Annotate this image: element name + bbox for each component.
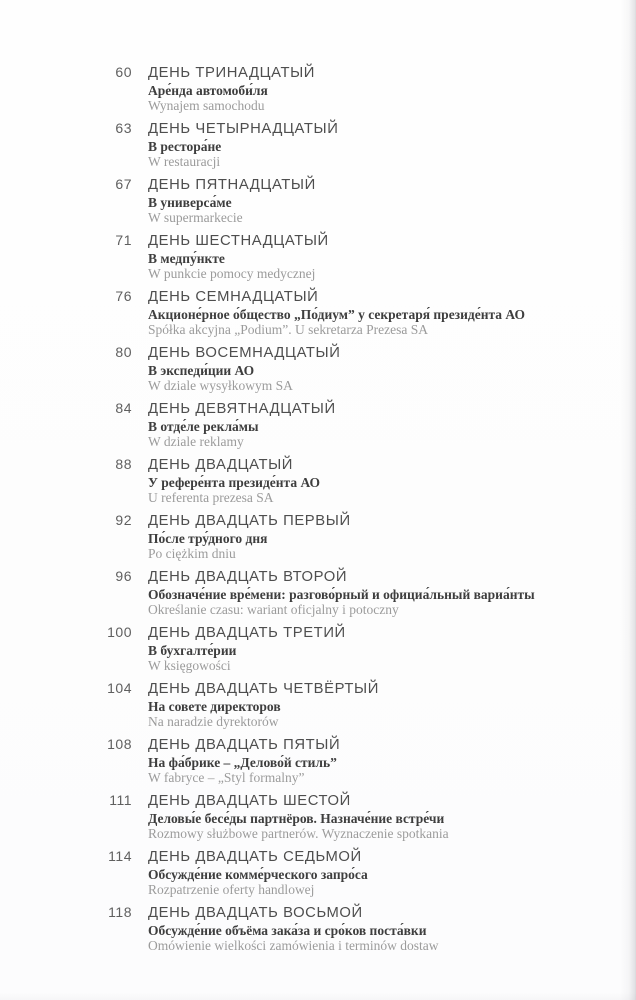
entry-subtitle-polish: W dziale reklamy	[148, 434, 244, 449]
entry-body	[148, 568, 600, 617]
entry-subtitle-russian: В бухгалте́рии	[148, 643, 237, 658]
entry-body	[148, 456, 600, 505]
toc-entry	[0, 511, 600, 561]
toc-entry	[0, 567, 600, 617]
entry-subtitle-polish: W księgowości	[148, 658, 231, 673]
toc-entry	[0, 399, 600, 449]
toc-entry	[0, 343, 600, 393]
entry-title: ДЕНЬ ВОСЕМНАДЦАТЫЙ	[148, 345, 341, 361]
entry-body	[148, 64, 600, 113]
entry-subtitle-russian: В рестора́не	[148, 139, 222, 154]
entry-subtitle-russian: В медпу́нкте	[148, 251, 225, 266]
entry-subtitle-russian: На совете директоров	[148, 699, 281, 714]
entry-subtitle-russian: На фа́брике – „Делово́й стиль”	[148, 755, 337, 770]
entry-title: ДЕНЬ ДВАДЦАТЬ ВОСЬМОЙ	[148, 905, 363, 921]
entry-subtitle-polish: Na naradzie dyrektorów	[148, 714, 279, 729]
entry-body	[148, 512, 600, 561]
entry-page-number: 84	[115, 400, 132, 416]
entry-subtitle-russian: Обсужде́ние объёма зака́за и сро́ков поста́вки	[148, 923, 427, 938]
entry-body	[148, 848, 600, 897]
entry-page-number: 60	[115, 64, 132, 80]
entry-page-number: 111	[109, 792, 132, 808]
entry-subtitle-polish: Rozpatrzenie oferty handlowej	[148, 882, 315, 897]
entry-body	[148, 680, 600, 729]
entry-title: ДЕНЬ ШЕСТНАДЦАТЫЙ	[148, 233, 329, 249]
entry-subtitle-russian: Деловы́е бесе́ды партнёров. Назначе́ние встре́чи	[148, 811, 445, 826]
entry-title: ДЕНЬ ЧЕТЫРНАДЦАТЫЙ	[148, 121, 339, 137]
entry-page-number: 100	[107, 624, 132, 640]
entry-subtitle-polish: W restauracji	[148, 154, 221, 169]
entry-subtitle-polish: W fabryce – „Styl formalny”	[148, 770, 305, 785]
entry-subtitle-polish: W supermarkecie	[148, 210, 243, 225]
entry-page-number: 118	[108, 904, 132, 920]
entry-body	[148, 792, 600, 841]
toc-entry	[0, 119, 600, 169]
entry-body	[148, 288, 600, 337]
entry-body	[148, 176, 600, 225]
entry-body	[148, 120, 600, 169]
entry-page-number: 104	[107, 680, 132, 696]
entry-subtitle-polish: Wynajem samochodu	[148, 98, 265, 113]
entry-subtitle-polish: W punkcie pomocy medycznej	[148, 266, 316, 281]
toc-entry	[0, 623, 600, 673]
entry-body	[148, 232, 600, 281]
entry-subtitle-russian: Обсужде́ние комме́рческого запро́са	[148, 867, 368, 882]
toc-entry	[0, 791, 600, 841]
toc-entry	[0, 903, 600, 953]
entry-subtitle-polish: Rozmowy służbowe partnerów. Wyznaczenie spotkania	[148, 826, 449, 841]
entry-title: ДЕНЬ ПЯТНАДЦАТЫЙ	[148, 177, 316, 193]
entry-body	[148, 344, 600, 393]
toc-entry	[0, 287, 600, 337]
entry-page-number: 88	[115, 456, 132, 472]
entry-title: ДЕНЬ СЕМНАДЦАТЫЙ	[148, 289, 319, 305]
entry-page-number: 76	[115, 288, 132, 304]
entry-subtitle-russian: Обозначе́ние вре́мени: разгово́рный и официа́льный вариа́нты	[148, 587, 535, 602]
entry-title: ДЕНЬ ДВАДЦАТЬ СЕДЬМОЙ	[148, 849, 362, 865]
entry-page-number: 71	[115, 232, 132, 248]
entry-subtitle-russian: В универса́ме	[148, 195, 232, 210]
entry-title: ДЕНЬ ДВАДЦАТЬ ШЕСТОЙ	[148, 793, 351, 809]
entry-title: ДЕНЬ ДВАДЦАТЬ ПЯТЫЙ	[148, 737, 341, 753]
toc-entry	[0, 63, 600, 113]
entry-title: ДЕНЬ ДВАДЦАТЬ ВТОРОЙ	[148, 569, 348, 585]
entry-subtitle-russian: Акционе́рное о́бщество „По́диум” у секретаря́ президе́нта АО	[148, 307, 525, 322]
entry-subtitle-polish: U referenta prezesa SA	[148, 490, 274, 505]
entry-page-number: 108	[107, 736, 132, 752]
entry-title: ДЕНЬ ДВАДЦАТЬ ЧЕТВЁРТЫЙ	[148, 681, 379, 697]
entry-title: ДЕНЬ ДЕВЯТНАДЦАТЫЙ	[148, 401, 336, 417]
entry-subtitle-polish: Spółka akcyjna „Podium”. U sekretarza Prezesa SA	[148, 322, 429, 337]
toc-entry	[0, 847, 600, 897]
entry-page-number: 67	[115, 176, 132, 192]
toc-list	[0, 63, 600, 959]
entry-title: ДЕНЬ ДВАДЦАТЬ ТРЕТИЙ	[148, 625, 346, 641]
entry-subtitle-russian: В отде́ле рекла́мы	[148, 419, 259, 434]
toc-entry	[0, 679, 600, 729]
entry-page-number: 80	[115, 344, 132, 360]
entry-body	[148, 736, 600, 785]
entry-subtitle-russian: В экспеди́ции АО	[148, 363, 255, 378]
entry-page-number: 92	[115, 512, 132, 528]
toc-entry	[0, 175, 600, 225]
entry-page-number: 96	[115, 568, 132, 584]
entry-subtitle-russian: Аре́нда автомоби́ля	[148, 83, 268, 98]
entry-page-number: 114	[108, 848, 132, 864]
entry-title: ДЕНЬ ДВАДЦАТЬ ПЕРВЫЙ	[148, 513, 351, 529]
page-edge-shadow-bottom	[0, 992, 636, 1000]
entry-subtitle-russian: У рефере́нта президе́нта АО	[148, 475, 321, 490]
entry-body	[148, 400, 600, 449]
entry-subtitle-polish: Określanie czasu: wariant oficjalny i potoczny	[148, 602, 399, 617]
entry-body	[148, 904, 600, 953]
entry-body	[148, 624, 600, 673]
entry-subtitle-polish: Po ciężkim dniu	[148, 546, 236, 561]
toc-entry	[0, 231, 600, 281]
entry-page-number: 63	[115, 120, 132, 136]
toc-entry	[0, 735, 600, 785]
page-edge-shadow-right	[620, 0, 636, 1000]
entry-subtitle-russian: По́сле тру́дного дня	[148, 531, 268, 546]
entry-title: ДЕНЬ ТРИНАДЦАТЫЙ	[148, 65, 316, 81]
toc-entry	[0, 455, 600, 505]
entry-title: ДЕНЬ ДВАДЦАТЫЙ	[148, 457, 294, 473]
entry-subtitle-polish: W dziale wysyłkowym SA	[148, 378, 293, 393]
entry-subtitle-polish: Omówienie wielkości zamówienia i terminów dostaw	[148, 938, 439, 953]
